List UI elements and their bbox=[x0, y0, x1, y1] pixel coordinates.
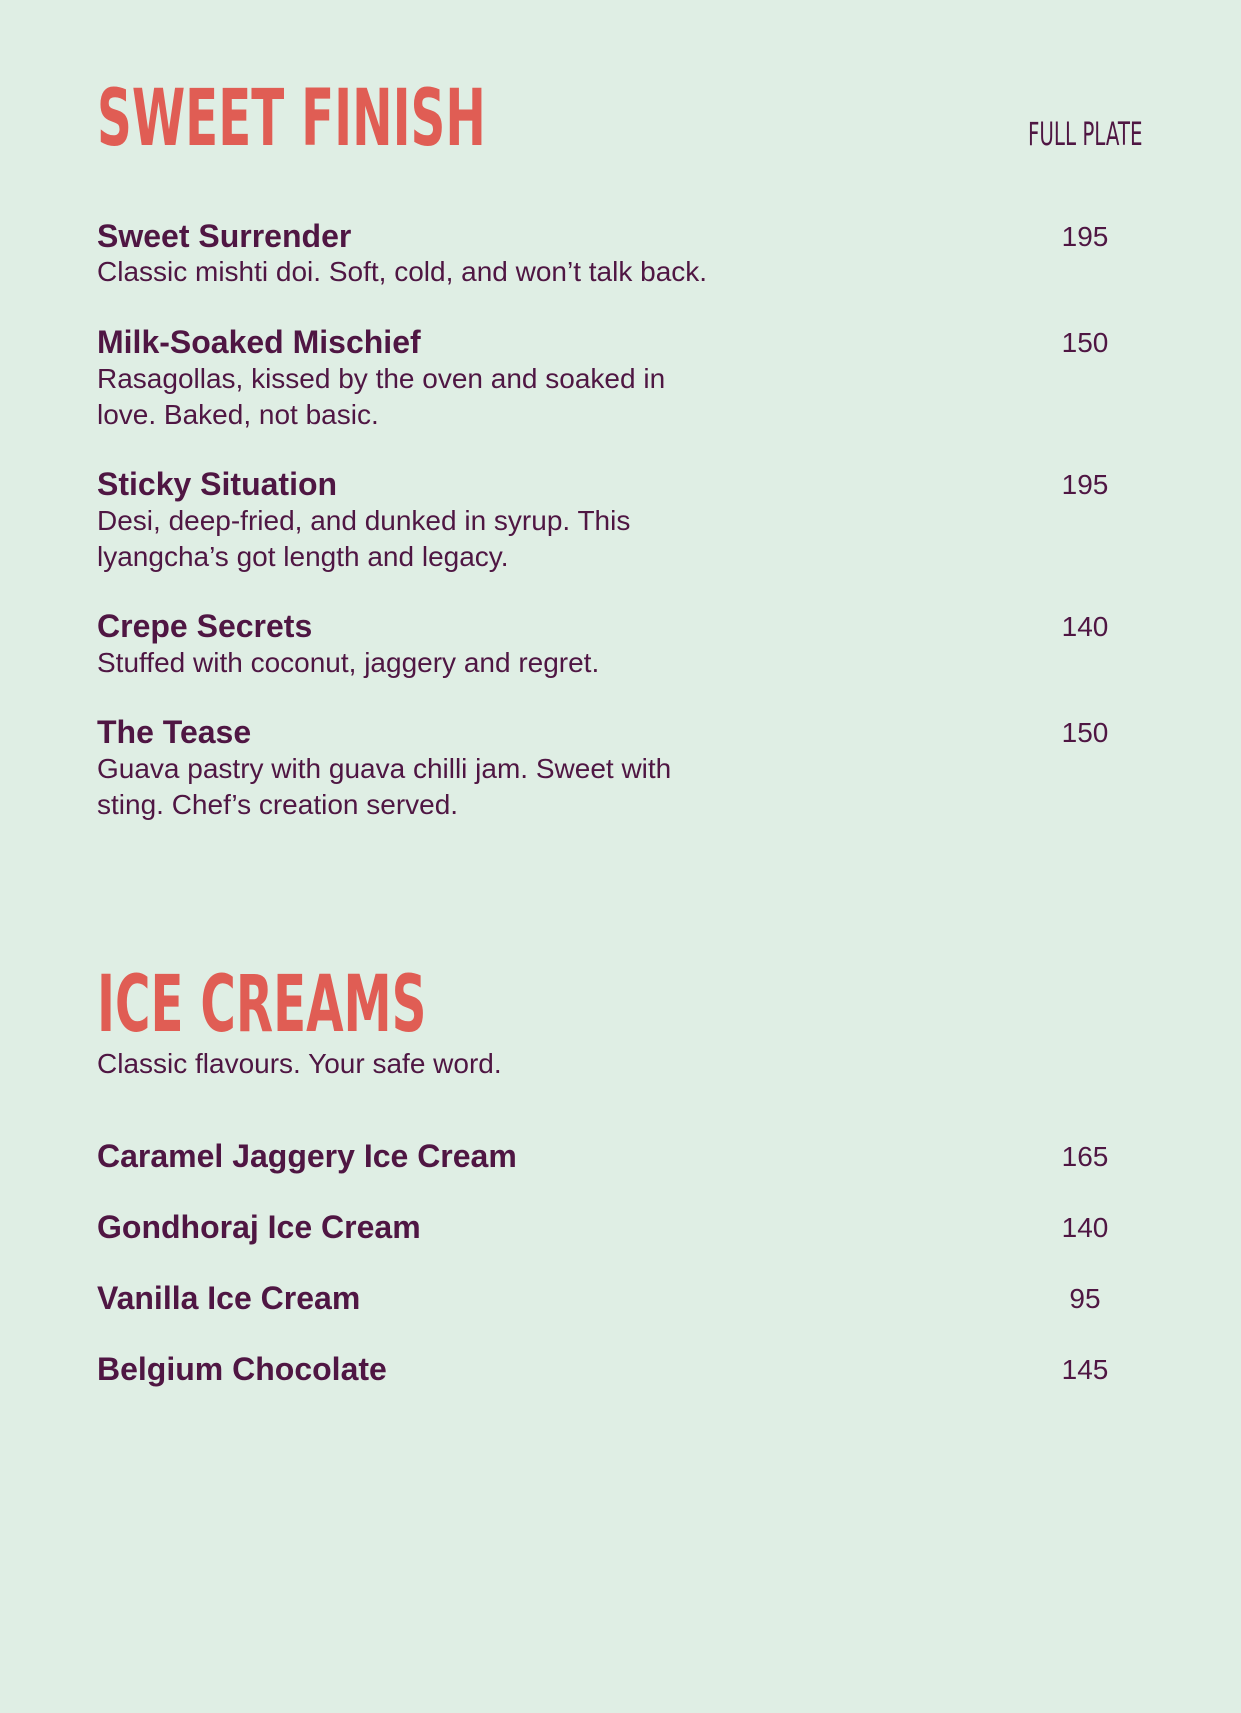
menu-item-description: Rasagollas, kissed by the oven and soaked in love. Baked, not basic. bbox=[97, 363, 666, 430]
menu-item-name: Belgium Chocolate bbox=[97, 1351, 387, 1387]
menu-item-price: 195 bbox=[1061, 469, 1109, 500]
menu-item-price: 140 bbox=[1061, 611, 1109, 642]
menu-item-price: 195 bbox=[1061, 221, 1109, 252]
menu-item-description: Stuffed with coconut, jaggery and regret. bbox=[97, 647, 600, 678]
menu-item-price: 145 bbox=[1061, 1354, 1109, 1385]
menu-item-name: Gondhoraj Ice Cream bbox=[97, 1209, 421, 1245]
menu-item-name: Caramel Jaggery Ice Cream bbox=[97, 1138, 517, 1174]
menu-item-description: Guava pastry with guava chilli jam. Sweet with sting. Chef’s creation served. bbox=[97, 753, 672, 820]
menu-item-description: Desi, deep-fried, and dunked in syrup. This lyangcha’s got length and legacy. bbox=[97, 505, 631, 572]
menu-item-price: 150 bbox=[1061, 717, 1109, 748]
menu-item-price: 95 bbox=[1069, 1283, 1101, 1314]
menu-item-name: Milk-Soaked Mischief bbox=[97, 324, 421, 360]
menu-item-name: Vanilla Ice Cream bbox=[97, 1280, 361, 1316]
menu-item-price: 140 bbox=[1061, 1212, 1109, 1243]
section-title-sweet-finish: SWEET FINISH bbox=[97, 74, 486, 164]
menu-item-price: 150 bbox=[1061, 327, 1109, 358]
section-title-ice-creams: ICE CREAMS bbox=[97, 960, 427, 1050]
column-label-full-plate: FULL PLATE bbox=[1028, 115, 1143, 153]
menu-item-price: 165 bbox=[1061, 1141, 1109, 1172]
menu-item-name: Sweet Surrender bbox=[97, 218, 352, 254]
menu-item-name: Sticky Situation bbox=[97, 466, 338, 502]
menu-item-name: The Tease bbox=[97, 714, 252, 750]
section-subtitle: Classic flavours. Your safe word. bbox=[97, 1048, 502, 1079]
menu-item-name: Crepe Secrets bbox=[97, 608, 313, 644]
menu-item-description: Classic mishti doi. Soft, cold, and won’t talk back. bbox=[97, 256, 708, 287]
